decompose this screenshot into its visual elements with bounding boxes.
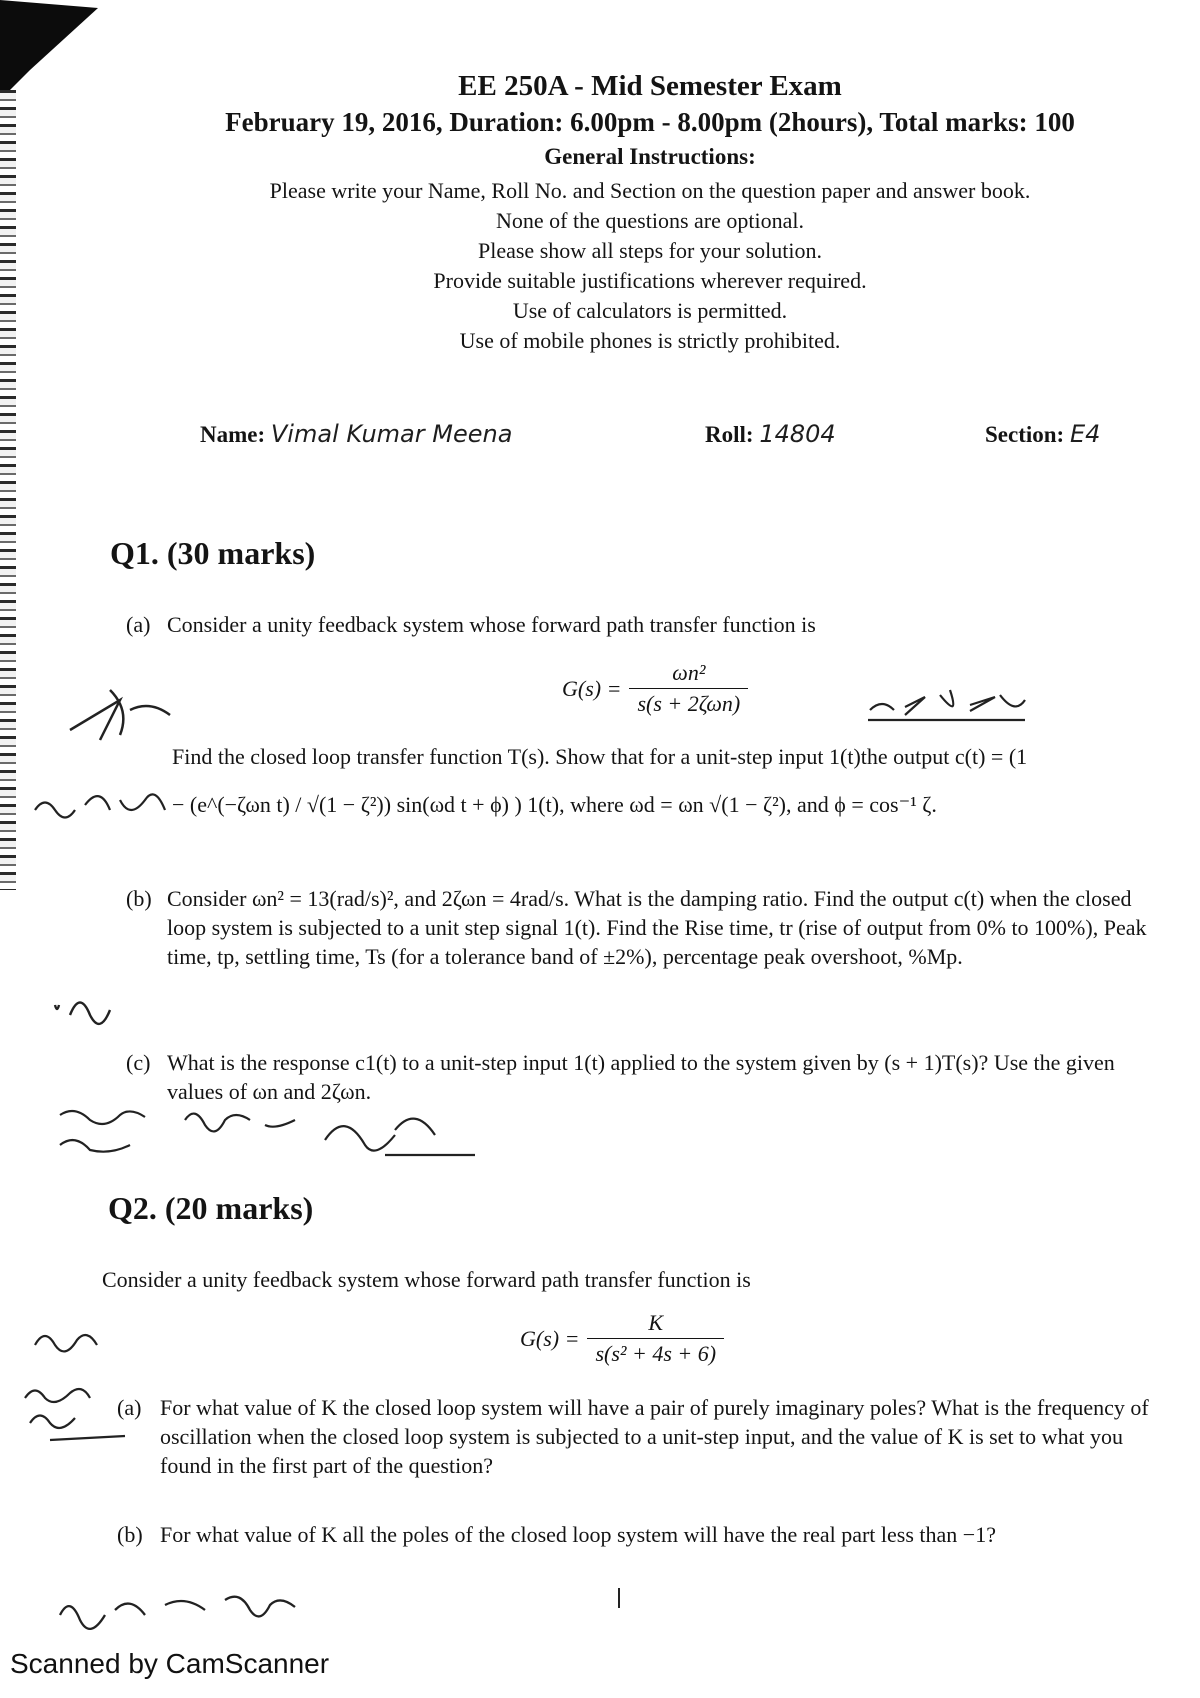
name-label: Name:: [200, 422, 266, 447]
q2b-text: For what value of K all the poles of the closed loop system will have the real part less than −1?: [160, 1522, 996, 1547]
instruction-line: Please write your Name, Roll No. and Section on the question paper and answer book.: [269, 178, 1031, 203]
exam-subtitle: February 19, 2016, Duration: 6.00pm - 8.00pm (2hours), Total marks: 100: [225, 107, 1075, 137]
instruction-line: Use of calculators is permitted.: [512, 298, 788, 323]
margin-scribble: [20, 1378, 130, 1458]
roll-label: Roll:: [705, 422, 754, 447]
q2-eq-numerator: K: [648, 1310, 664, 1335]
q1a-find-line2: − (e^(−ζωn t) / √(1 − ζ²)) sin(ωd t + ϕ) ) 1(t), where ωd = ωn √(1 − ζ²), and ϕ = cos⁻¹ ζ.: [172, 792, 937, 817]
q1a-eq-denominator: s(s + 2ζωn): [629, 688, 748, 717]
q2-equation: [520, 1310, 724, 1367]
q2b-label: (b): [117, 1522, 143, 1547]
q1c-label: (c): [126, 1050, 151, 1075]
q2-heading: Q2. (20 marks): [108, 1190, 314, 1226]
q1c-text: What is the response c1(t) to a unit-step input 1(t) applied to the system given by (s + 1)T(s)? Use the given values of ωn and 2ζωn.: [167, 1050, 1115, 1104]
name-value: Vimal Kumar Meena: [270, 420, 513, 448]
q1b-text: Consider ωn² = 13(rad/s)², and 2ζωn = 4rad/s. What is the damping ratio. Find the output c(t) when the closed loop system is subjected to a unit step signal 1(t). Find the Rise time, tr (rise of output from 0% to 100%), Peak time, tp, settling time, Ts (for a tolerance band of ±2%), percentage peak overshoot, %Mp.: [167, 886, 1147, 969]
name-field: [200, 420, 512, 448]
margin-scribble: [50, 985, 130, 1030]
q1a-eq-fraction: [629, 660, 748, 717]
scan-edge-noise: [0, 90, 16, 890]
q1a-label: (a): [126, 612, 151, 637]
section-label: Section:: [985, 422, 1065, 447]
margin-scribble: [30, 785, 190, 830]
q1a-text: Consider a unity feedback system whose forward path transfer function is: [167, 612, 816, 637]
roll-value: 14804: [759, 420, 836, 448]
q1b-label: (b): [126, 886, 152, 911]
q2-eq-fraction: [587, 1310, 724, 1367]
q1-heading: Q1. (30 marks): [110, 535, 316, 571]
q2-intro: Consider a unity feedback system whose forward path transfer function is: [102, 1267, 751, 1292]
roll-field: [705, 420, 836, 448]
instruction-line: Please show all steps for your solution.: [477, 238, 823, 263]
section-field: [985, 420, 1100, 448]
q1a-eq-numerator: ωn²: [672, 660, 706, 685]
exam-title: EE 250A - Mid Semester Exam: [458, 70, 842, 102]
q1a-eq-lhs: G(s) =: [562, 675, 622, 701]
instruction-line: Use of mobile phones is strictly prohibited.: [459, 328, 841, 353]
margin-scribble: [55, 1585, 305, 1635]
q2a-label: (a): [117, 1395, 142, 1420]
q1a-find-line1: Find the closed loop transfer function T(s). Show that for a unit-step input 1(t)the output c(t) = (1: [172, 744, 1028, 769]
q2-eq-denominator: s(s² + 4s + 6): [587, 1338, 724, 1367]
handwritten-note: [860, 685, 1030, 725]
section-value: E4: [1069, 420, 1101, 448]
margin-scribble: [30, 1320, 120, 1360]
scanner-watermark: Scanned by CamScanner: [10, 1648, 330, 1679]
instruction-line: None of the questions are optional.: [496, 208, 804, 233]
q2a-text: For what value of K the closed loop system will have a pair of purely imaginary poles? What is the frequency of oscillation when the closed loop system is subjected to a unit-step input, and the value of K is set to what you found in the first part of the question?: [160, 1395, 1149, 1478]
instructions-heading: General Instructions:: [544, 144, 756, 169]
instruction-line: Provide suitable justifications wherever required.: [433, 268, 867, 293]
margin-scribble: [60, 680, 180, 750]
exam-header: [190, 70, 1110, 356]
q2-eq-lhs: G(s) =: [520, 1325, 580, 1351]
scan-corner-shadow: [0, 0, 100, 100]
text-caret: [618, 1588, 620, 1608]
margin-scribble: [55, 1100, 505, 1170]
q1a-equation: [562, 660, 748, 717]
